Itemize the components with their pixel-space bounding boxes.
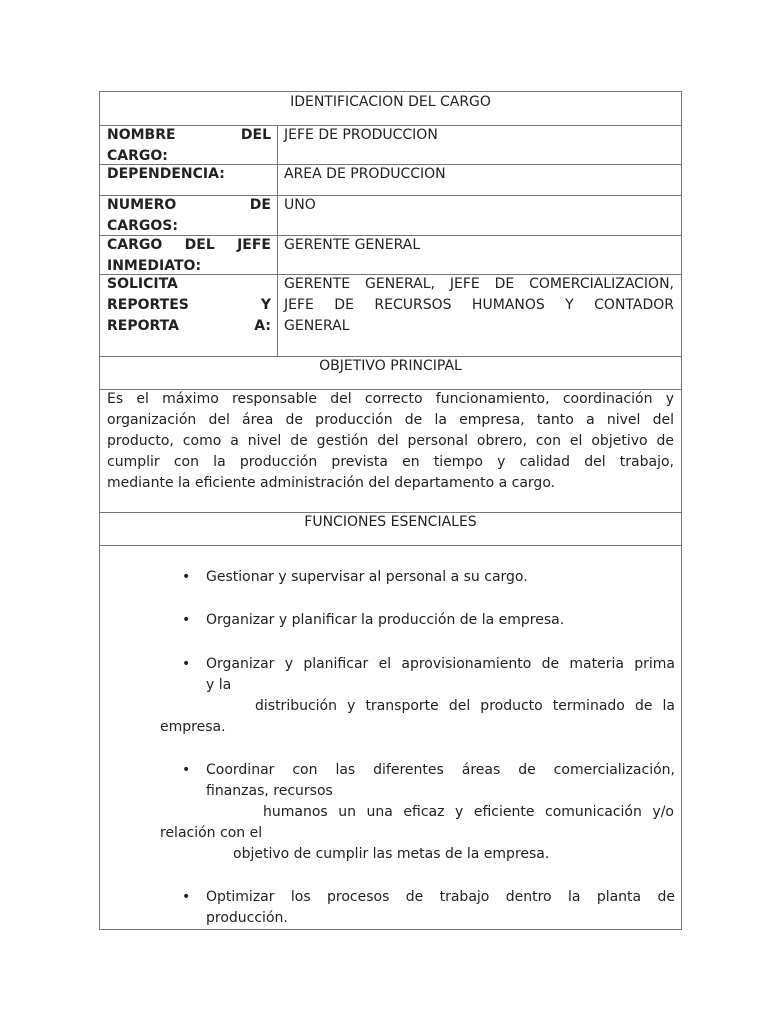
bullet-icon: •: [182, 569, 191, 585]
value-line: GERENTE GENERAL, JEFE DE COMERCIALIZACION,: [284, 276, 674, 292]
item-line: Organizar y planificar la producción de la empresa.: [206, 612, 565, 628]
item-line: objetivo de cumplir las metas de la empresa.: [233, 846, 550, 862]
item-line: relación con el: [160, 825, 263, 841]
item-line: Coordinar con las diferentes áreas de comercialización,: [206, 762, 675, 778]
item-line: finanzas, recursos: [206, 783, 333, 799]
label-line: CARGOS:: [107, 218, 178, 234]
value-line: JEFE DE RECURSOS HUMANOS Y CONTADOR: [284, 297, 674, 313]
section-title-funciones: FUNCIONES ESENCIALES: [304, 514, 477, 530]
bullet-icon: •: [182, 762, 191, 778]
value-cargo-jefe: GERENTE GENERAL: [284, 237, 421, 253]
objetivo-paragraph: [107, 389, 674, 494]
label-line: SOLICITA: [107, 276, 178, 292]
label-line: REPORTES Y: [107, 297, 271, 313]
item-line: empresa.: [160, 719, 226, 735]
value-line: GENERAL: [284, 318, 350, 334]
item-line: humanos un una eficaz y eficiente comunicación y/o: [263, 804, 674, 820]
section-title-identificacion: IDENTIFICACION DEL CARGO: [290, 94, 491, 110]
paragraph-line: producto, como a nivel de gestión del personal obrero, con el objetivo de: [107, 433, 674, 449]
row-divider: [100, 545, 681, 546]
list-item: [182, 567, 675, 588]
label-cargo-jefe: [107, 235, 271, 277]
value-dependencia: AREA DE PRODUCCION: [284, 166, 446, 182]
label-line: CARGO:: [107, 148, 168, 164]
label-reporta: [107, 274, 271, 337]
list-item: [182, 610, 675, 631]
item-line: distribución y transporte del producto terminado de la: [255, 698, 675, 714]
item-line: Gestionar y supervisar al personal a su cargo.: [206, 569, 528, 585]
section-title-objetivo: OBJETIVO PRINCIPAL: [319, 358, 462, 374]
label-dependencia: DEPENDENCIA:: [107, 166, 225, 182]
paragraph-line: organización del área de producción de la empresa, tanto a nivel del: [107, 412, 674, 428]
label-line: INMEDIATO:: [107, 258, 202, 274]
value-numero-cargos: UNO: [284, 197, 316, 213]
list-item: [182, 760, 675, 802]
list-item: [182, 654, 675, 696]
item-line: y la: [206, 677, 232, 693]
label-line: REPORTA A:: [107, 318, 271, 334]
paragraph-line: mediante la eficiente administración del departamento a cargo.: [107, 475, 556, 491]
item-line: Optimizar los procesos de trabajo dentro la planta de: [206, 889, 675, 905]
label-numero-cargos: [107, 195, 271, 237]
label-line: NUMERO DE: [107, 197, 271, 213]
label-nombre-cargo: [107, 125, 271, 167]
paragraph-line: cumplir con la producción prevista en tiempo y calidad del trabajo,: [107, 454, 674, 470]
value-nombre-cargo: JEFE DE PRODUCCION: [284, 127, 438, 143]
item-line: Organizar y planificar el aprovisionamiento de materia prima: [206, 656, 675, 672]
column-divider: [277, 125, 278, 356]
label-line: NOMBRE DEL: [107, 127, 271, 143]
job-description-table: [99, 91, 682, 930]
bullet-icon: •: [182, 656, 191, 672]
label-line: CARGO DEL JEFE: [107, 237, 271, 253]
bullet-icon: •: [182, 889, 191, 905]
value-reporta: [284, 274, 674, 337]
bullet-icon: •: [182, 612, 191, 628]
item-line: producción.: [206, 910, 288, 926]
list-item: [182, 887, 675, 929]
paragraph-line: Es el máximo responsable del correcto funcionamiento, coordinación y: [107, 391, 674, 407]
